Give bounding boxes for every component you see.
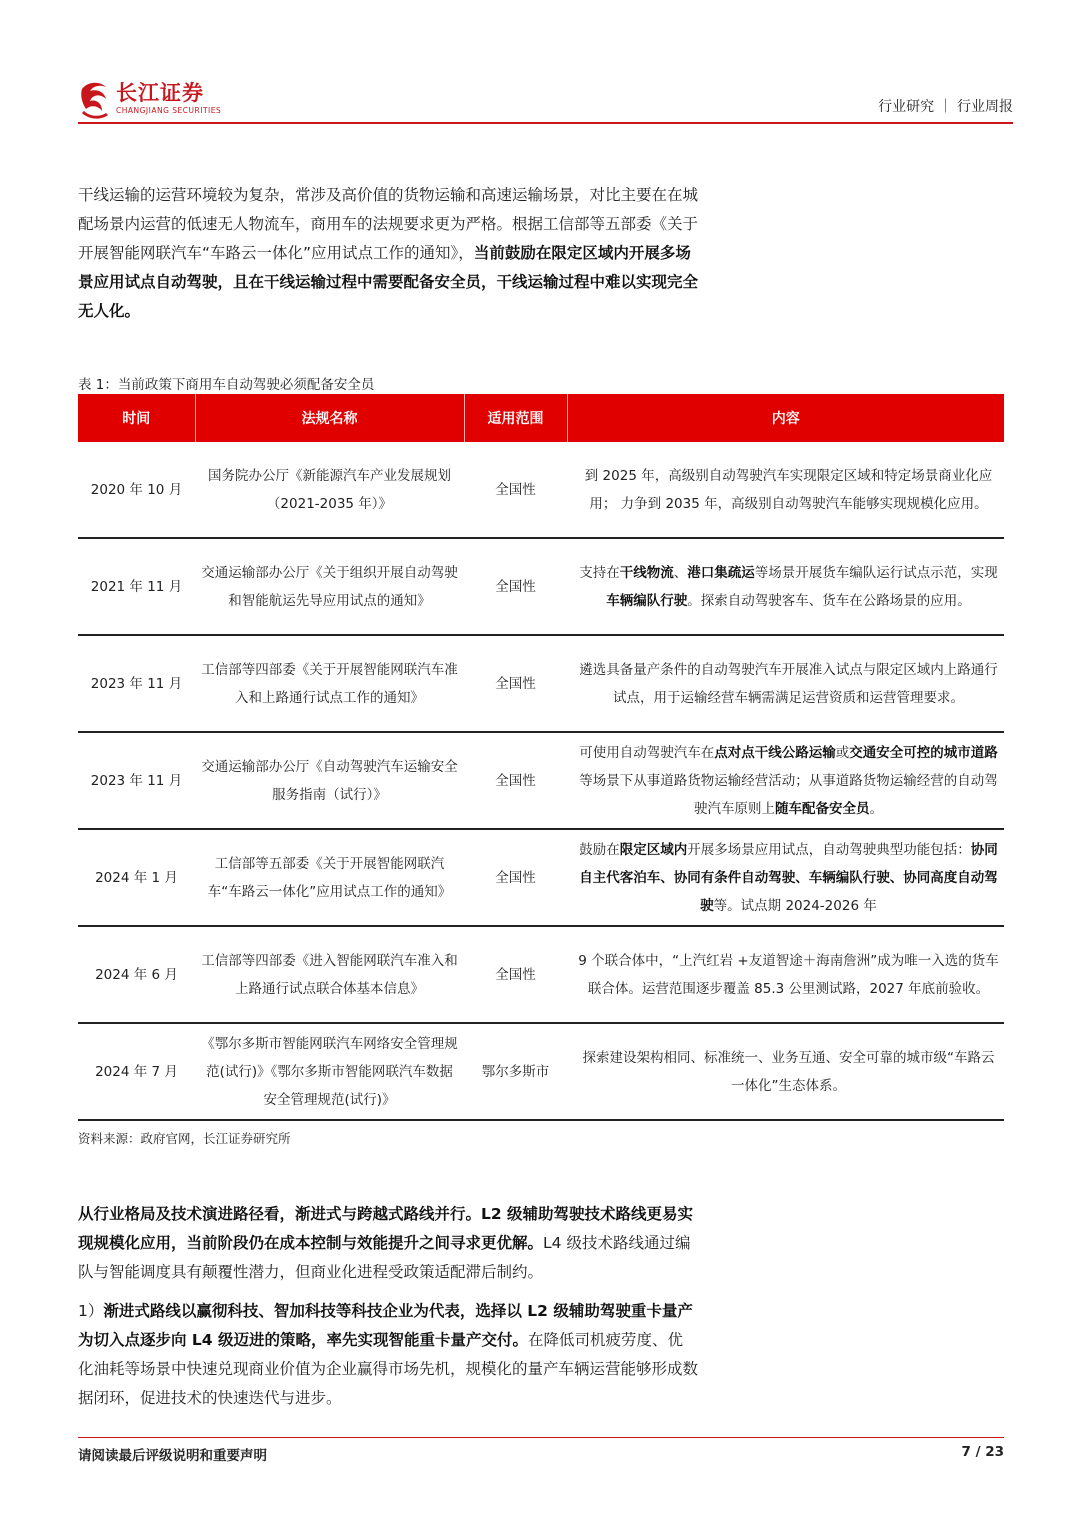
cell-scope: 全国性 bbox=[464, 732, 567, 829]
cell-scope: 全国性 bbox=[464, 635, 567, 732]
content-segment: 鼓励在 bbox=[579, 841, 620, 858]
progressive-text: 在降低司机疲劳度、优化油耗等场景中快速兑现商业价值为企业赢得市场先机，规模化的量产车辆运营能够形成数据闭环，促进技术的快速迭代与进步。 bbox=[78, 1331, 699, 1407]
table-row bbox=[78, 635, 1004, 732]
cell-content bbox=[567, 926, 1004, 1023]
content-segment: 等场景下从事道路货物运输经营活动；从事道路货物运输经营的自动驾驶汽车原则上 bbox=[579, 772, 998, 817]
content-bold-segment: 协同自主代客泊车、协同有条件自动驾驶、车辆编队行驶、协同高度自动驾驶 bbox=[579, 841, 998, 914]
cell-time: 2023 年 11 月 bbox=[78, 635, 195, 732]
cell-scope: 鄂尔多斯市 bbox=[464, 1023, 567, 1120]
content-bold-segment: 港口集疏运 bbox=[687, 564, 755, 581]
content-segment: 、 bbox=[673, 564, 688, 581]
logo-chinese-name: 长江证券 bbox=[116, 81, 204, 106]
logo-english-name: CHANGJIANG SECURITIES bbox=[116, 106, 222, 116]
content-bold-segment: 随车配备安全员 bbox=[775, 800, 870, 817]
column-header-content: 内容 bbox=[567, 394, 1004, 442]
cell-regulation-name: 交通运输部办公厅《自动驾驶汽车运输安全服务指南（试行）》 bbox=[195, 732, 464, 829]
content-segment: 遴选具备量产条件的自动驾驶汽车开展准入试点与限定区域内上路通行试点，用于运输经营车辆需满足运营资质和运营管理要求。 bbox=[579, 661, 998, 706]
cell-content bbox=[567, 442, 1004, 538]
cell-time: 2024 年 6 月 bbox=[78, 926, 195, 1023]
page-header bbox=[78, 76, 1013, 122]
intro-bold-text: 当前鼓励在限定区域内开展多场景应用试点自动驾驶，且在干线运输过程中需要配备安全员，干线运输过程中难以实现完全无人化。 bbox=[78, 244, 699, 320]
cell-scope: 全国性 bbox=[464, 442, 567, 538]
cell-time: 2024 年 7 月 bbox=[78, 1023, 195, 1120]
cell-content bbox=[567, 538, 1004, 635]
table-row bbox=[78, 829, 1004, 926]
table-header-row bbox=[78, 394, 1004, 442]
content-bold-segment: 干线物流 bbox=[619, 564, 674, 581]
content-segment: 等。试点期 2024-2026 年 bbox=[713, 897, 877, 914]
table-row bbox=[78, 732, 1004, 829]
cell-regulation-name: 交通运输部办公厅《关于组织开展自动驾驶和智能航运先导应用试点的通知》 bbox=[195, 538, 464, 635]
content-segment: 。探索自动驾驶客车、货车在公路场景的应用。 bbox=[687, 592, 971, 609]
content-segment: 开展多场景应用试点，自动驾驶典型功能包括： bbox=[687, 841, 971, 858]
column-header-scope: 适用范围 bbox=[464, 394, 567, 442]
cell-time: 2021 年 11 月 bbox=[78, 538, 195, 635]
route-paragraph bbox=[78, 1200, 698, 1287]
brand-logo bbox=[78, 76, 221, 122]
content-bold-segment: 限定区域内 bbox=[619, 841, 688, 858]
page-number: 7 / 23 bbox=[961, 1444, 1004, 1460]
intro-paragraph bbox=[78, 181, 698, 326]
cell-content bbox=[567, 1023, 1004, 1120]
table-caption: 表 1：当前政策下商用车自动驾驶必须配备安全员 bbox=[78, 377, 375, 393]
progressive-paragraph bbox=[78, 1297, 698, 1413]
content-segment: 。 bbox=[869, 800, 883, 817]
footer-disclaimer: 请阅读最后评级说明和重要声明 bbox=[78, 1448, 267, 1464]
content-segment: 等场景开展货车编队运行试点示范，实现 bbox=[754, 564, 998, 581]
content-bold-segment: 车辆编队行驶 bbox=[606, 592, 688, 609]
content-segment: 可使用自动驾驶汽车在 bbox=[579, 744, 715, 761]
list-marker: 1） bbox=[78, 1302, 104, 1320]
policy-table bbox=[78, 394, 1004, 1121]
cell-regulation-name: 工信部等四部委《关于开展智能网联汽车准入和上路通行试点工作的通知》 bbox=[195, 635, 464, 732]
table-row bbox=[78, 442, 1004, 538]
content-bold-segment: 交通安全可控的城市道路 bbox=[849, 744, 998, 761]
cell-regulation-name: 工信部等五部委《关于开展智能网联汽车“车路云一体化”应用试点工作的通知》 bbox=[195, 829, 464, 926]
table-row bbox=[78, 538, 1004, 635]
cell-time: 2024 年 1 月 bbox=[78, 829, 195, 926]
content-segment: 或 bbox=[835, 744, 850, 761]
cell-scope: 全国性 bbox=[464, 538, 567, 635]
cell-content bbox=[567, 732, 1004, 829]
route-bold-text: 从行业格局及技术演进路径看，渐进式与跨越式路线并行。L2 级辅助驾驶技术路线更易实现规模化应用，当前阶段仍在成本控制与效能提升之间寻求更优解。 bbox=[78, 1205, 694, 1252]
cell-time: 2023 年 11 月 bbox=[78, 732, 195, 829]
content-bold-segment: 点对点干线公路运输 bbox=[714, 744, 836, 761]
cell-time: 2020 年 10 月 bbox=[78, 442, 195, 538]
cell-scope: 全国性 bbox=[464, 926, 567, 1023]
table-source: 资料来源：政府官网，长江证券研究所 bbox=[78, 1131, 291, 1146]
cell-scope: 全国性 bbox=[464, 829, 567, 926]
cell-regulation-name: 国务院办公厅《新能源汽车产业发展规划（2021-2035 年）》 bbox=[195, 442, 464, 538]
content-segment: 探索建设架构相同、标准统一、业务互通、安全可靠的城市级“车路云一体化”生态体系。 bbox=[582, 1049, 995, 1094]
table-row bbox=[78, 1023, 1004, 1120]
report-category: 行业研究 ｜ 行业周报 bbox=[878, 99, 1013, 115]
footer-divider bbox=[78, 1437, 1004, 1438]
column-header-regulation: 法规名称 bbox=[195, 394, 464, 442]
content-segment: 9 个联合体中，“上汽红岩 +友道智途＋海南詹洲”成为唯一入选的货车联合体。运营范围逐步覆盖 85.3 公里测试路，2027 年底前验收。 bbox=[578, 952, 999, 997]
route-text: L4 级技术路线通过编队与智能调度具有颠覆性潜力，但商业化进程受政策适配滞后制约。 bbox=[78, 1234, 691, 1281]
table-row bbox=[78, 926, 1004, 1023]
column-header-time: 时间 bbox=[78, 394, 195, 442]
cell-content bbox=[567, 829, 1004, 926]
cell-content bbox=[567, 635, 1004, 732]
cell-regulation-name: 《鄂尔多斯市智能网联汽车网络安全管理规范(试行)》《鄂尔多斯市智能网联汽车数据安全管理规范(试行)》 bbox=[195, 1023, 464, 1120]
content-segment: 到 2025 年，高级别自动驾驶汽车实现限定区域和特定场景商业化应用； 力争到 2035 年，高级别自动驾驶汽车能够实现规模化应用。 bbox=[584, 467, 993, 512]
intro-text: 干线运输的运营环境较为复杂，常涉及高价值的货物运输和高速运输场景，对比主要在在城配场景内运营的低速无人物流车，商用车的法规要求更为严格。根据工信部等五部委《关于开展智能网联汽车“车路云一体化”应用试点工作的通知》， bbox=[78, 186, 699, 262]
content-segment: 支持在 bbox=[579, 564, 620, 581]
dragon-logo-icon bbox=[78, 79, 112, 119]
header-divider bbox=[78, 122, 1013, 124]
progressive-bold-text: 渐进式路线以赢彻科技、智加科技等科技企业为代表，选择以 L2 级辅助驾驶重卡量产为切入点逐步向 L4 级迈进的策略，率先实现智能重卡量产交付。 bbox=[78, 1302, 693, 1349]
cell-regulation-name: 工信部等四部委《进入智能网联汽车准入和上路通行试点联合体基本信息》 bbox=[195, 926, 464, 1023]
